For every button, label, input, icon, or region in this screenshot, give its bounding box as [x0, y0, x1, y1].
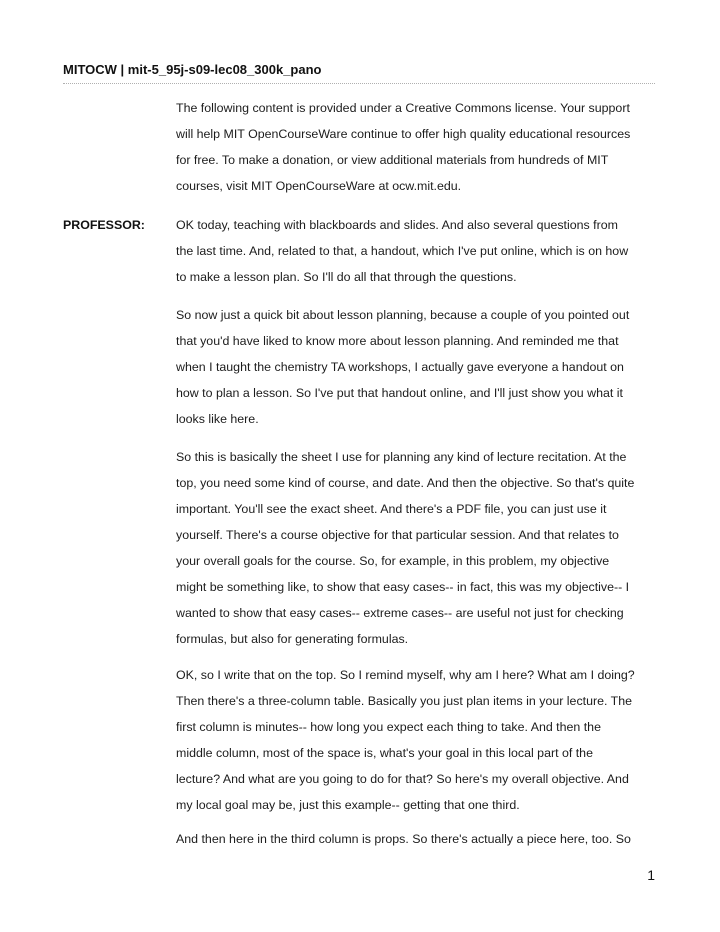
intro-line: for free. To make a donation, or view additional materials from hundreds of MIT	[176, 153, 609, 167]
paragraph-line: my local goal may be, just this example-- getting that one third.	[176, 798, 520, 812]
header-source: MITOCW	[63, 62, 117, 77]
header-title: mit-5_95j-s09-lec08_300k_pano	[127, 62, 322, 77]
paragraph-line: middle column, most of the space is, what's your goal in this local part of the	[176, 746, 593, 760]
paragraph-line: So this is basically the sheet I use for planning any kind of lecture recitation. At the	[176, 450, 627, 464]
transcript-paragraph-3	[176, 444, 664, 652]
intro-line: courses, visit MIT OpenCourseWare at ocw.mit.edu.	[176, 179, 462, 193]
paragraph-line: looks like here.	[176, 412, 259, 426]
paragraph-line: yourself. There's a course objective for that particular session. And that relates to	[176, 528, 619, 542]
paragraph-line: the last time. And, related to that, a handout, which I've put online, which is on how	[176, 244, 629, 258]
paragraph-line: might be something like, to show that easy cases-- in fact, this was my objective-- I	[176, 580, 630, 594]
header-divider	[63, 83, 655, 84]
paragraph-line: lecture? And what are you going to do for that? So here's my overall objective. And	[176, 772, 629, 786]
intro-line: The following content is provided under a Creative Commons license. Your support	[176, 101, 630, 115]
transcript-paragraph-1	[176, 212, 664, 290]
transcript-paragraph-4	[176, 662, 664, 818]
paragraph-line: So now just a quick bit about lesson planning, because a couple of you pointed out	[176, 308, 630, 322]
paragraph-line: And then here in the third column is props. So there's actually a piece here, too. So	[176, 832, 631, 846]
page-number: 1	[647, 867, 655, 883]
intro-line: will help MIT OpenCourseWare continue to offer high quality educational resources	[176, 127, 631, 141]
paragraph-line: OK, so I write that on the top. So I remind myself, why am I here? What am I doing?	[176, 668, 635, 682]
page-header	[63, 62, 321, 77]
paragraph-line: important. You'll see the exact sheet. And there's a PDF file, you can just use it	[176, 502, 607, 516]
paragraph-line: when I taught the chemistry TA workshops, I actually gave everyone a handout on	[176, 360, 624, 374]
paragraph-line: formulas, but also for generating formulas.	[176, 632, 409, 646]
paragraph-line: OK today, teaching with blackboards and slides. And also several questions from	[176, 218, 618, 232]
paragraph-line: first column is minutes-- how long you expect each thing to take. And then the	[176, 720, 601, 734]
paragraph-line: that you'd have liked to know more about lesson planning. And reminded me that	[176, 334, 619, 348]
speaker-label: PROFESSOR:	[63, 218, 145, 232]
paragraph-line: your overall goals for the course. So, for example, in this problem, my objective	[176, 554, 610, 568]
paragraph-line: Then there's a three-column table. Basically you just plan items in your lecture. The	[176, 694, 632, 708]
intro-notice	[176, 95, 664, 199]
transcript-paragraph-5	[176, 826, 664, 852]
header-separator: |	[116, 62, 128, 77]
paragraph-line: top, you need some kind of course, and date. And then the objective. So that's quite	[176, 476, 635, 490]
transcript-paragraph-2	[176, 302, 664, 432]
paragraph-line: wanted to show that easy cases-- extreme cases-- are useful not just for checking	[176, 606, 624, 620]
paragraph-line: how to plan a lesson. So I've put that handout online, and I'll just show you what it	[176, 386, 623, 400]
paragraph-line: to make a lesson plan. So I'll do all that through the questions.	[176, 270, 517, 284]
